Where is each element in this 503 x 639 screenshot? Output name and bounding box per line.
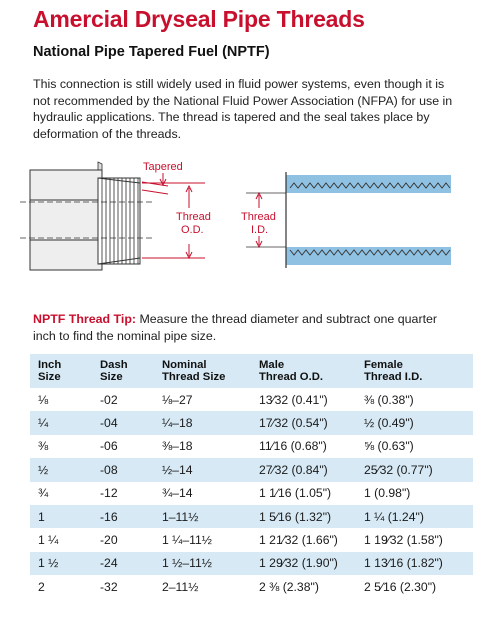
cell-dash-size: -04 (100, 416, 118, 431)
cell-nominal-thread-size: 1 ¼–11½ (162, 533, 212, 548)
cell-male-thread-od: 1 5⁄16 (1.32") (259, 509, 332, 524)
table-row (30, 482, 473, 505)
cell-inch-size: ⅛ (38, 392, 49, 407)
thread-diagram (0, 150, 503, 300)
header-inch-size: Inch Size (38, 359, 62, 383)
cell-male-thread-od: 27⁄32 (0.84") (259, 462, 328, 477)
cell-inch-size: 1 (38, 509, 45, 524)
cell-nominal-thread-size: ½–14 (162, 462, 193, 477)
cell-inch-size: ¾ (38, 486, 49, 501)
tapered-label: Tapered (143, 161, 183, 173)
cell-female-thread-id: ⅝ (0.63") (364, 439, 414, 454)
cell-inch-size: ¼ (38, 416, 49, 431)
cell-dash-size: -20 (100, 533, 118, 548)
table-row (30, 575, 473, 598)
table-row (30, 411, 473, 434)
cell-nominal-thread-size: ¾–14 (162, 486, 193, 501)
header-male-thread-od: Male Thread O.D. (259, 359, 324, 383)
cell-inch-size: 1 ½ (38, 556, 59, 571)
cell-dash-size: -02 (100, 392, 118, 407)
cell-male-thread-od: 2 ⅜ (2.38") (259, 579, 319, 594)
cell-nominal-thread-size: ¼–18 (162, 416, 193, 431)
thread-tip (33, 311, 463, 345)
cell-male-thread-od: 13⁄32 (0.41") (259, 392, 328, 407)
table-row (30, 505, 473, 528)
table-header-row (30, 354, 473, 388)
tip-text: Measure the thread diameter and subtract one quarter inch to find the nominal pipe size. (33, 312, 438, 343)
table-row (30, 435, 473, 458)
cell-inch-size: 1 ¼ (38, 533, 59, 548)
cell-female-thread-id: ½ (0.49") (364, 416, 414, 431)
thread-id-label-2: I.D. (251, 224, 269, 236)
thread-od-label-2: O.D. (181, 224, 204, 236)
header-nominal-thread-size: Nominal Thread Size (162, 359, 226, 383)
cell-female-thread-id: 1 (0.98") (364, 486, 411, 501)
cell-dash-size: -24 (100, 556, 118, 571)
table-row (30, 528, 473, 551)
cell-dash-size: -12 (100, 486, 118, 501)
cell-inch-size: ⅜ (38, 439, 49, 454)
cell-dash-size: -16 (100, 509, 118, 524)
header-female-thread-id: Female Thread I.D. (364, 359, 423, 383)
cell-dash-size: -06 (100, 439, 118, 454)
cell-female-thread-id: 25⁄32 (0.77") (364, 462, 433, 477)
cell-inch-size: 2 (38, 579, 45, 594)
table-row (30, 458, 473, 481)
table-row (30, 552, 473, 575)
cell-nominal-thread-size: 1 ½–11½ (162, 556, 212, 571)
cell-male-thread-od: 1 29⁄32 (1.90") (259, 556, 338, 571)
cell-female-thread-id: ⅜ (0.38") (364, 392, 414, 407)
cell-nominal-thread-size: 2–11½ (162, 579, 199, 594)
header-dash-size: Dash Size (100, 359, 128, 383)
table-row (30, 388, 473, 411)
cell-dash-size: -08 (100, 462, 118, 477)
cell-inch-size: ½ (38, 462, 49, 477)
thread-size-table (30, 354, 473, 599)
page-title: Amercial Dryseal Pipe Threads (33, 6, 365, 32)
cell-nominal-thread-size: ⅜–18 (162, 439, 193, 454)
cell-female-thread-id: 1 ¼ (1.24") (364, 509, 424, 524)
cell-nominal-thread-size: ⅛–27 (162, 392, 193, 407)
cell-male-thread-od: 1 1⁄16 (1.05") (259, 486, 332, 501)
thread-od-label-1: Thread (176, 211, 211, 223)
cell-female-thread-id: 1 13⁄16 (1.82") (364, 556, 443, 571)
tip-label: NPTF Thread Tip: (33, 312, 137, 326)
female-fitting-drawing (246, 172, 451, 268)
cell-male-thread-od: 1 21⁄32 (1.66") (259, 533, 338, 548)
intro-paragraph: This connection is still widely used in fluid power systems, even though it is not recommended by the National Fluid Power Association (NFPA) for use in hydraulic applications. The thread is tapered and the seal takes place by deformation of the threads. (33, 77, 453, 141)
page-subtitle: National Pipe Tapered Fuel (NPTF) (33, 44, 270, 60)
thread-id-label-1: Thread (241, 211, 276, 223)
cell-female-thread-id: 2 5⁄16 (2.30") (364, 579, 437, 594)
cell-nominal-thread-size: 1–11½ (162, 509, 199, 524)
cell-male-thread-od: 11⁄16 (0.68") (259, 439, 327, 454)
cell-female-thread-id: 1 19⁄32 (1.58") (364, 533, 443, 548)
table-body (30, 388, 473, 599)
cell-male-thread-od: 17⁄32 (0.54") (259, 416, 328, 431)
cell-dash-size: -32 (100, 579, 118, 594)
